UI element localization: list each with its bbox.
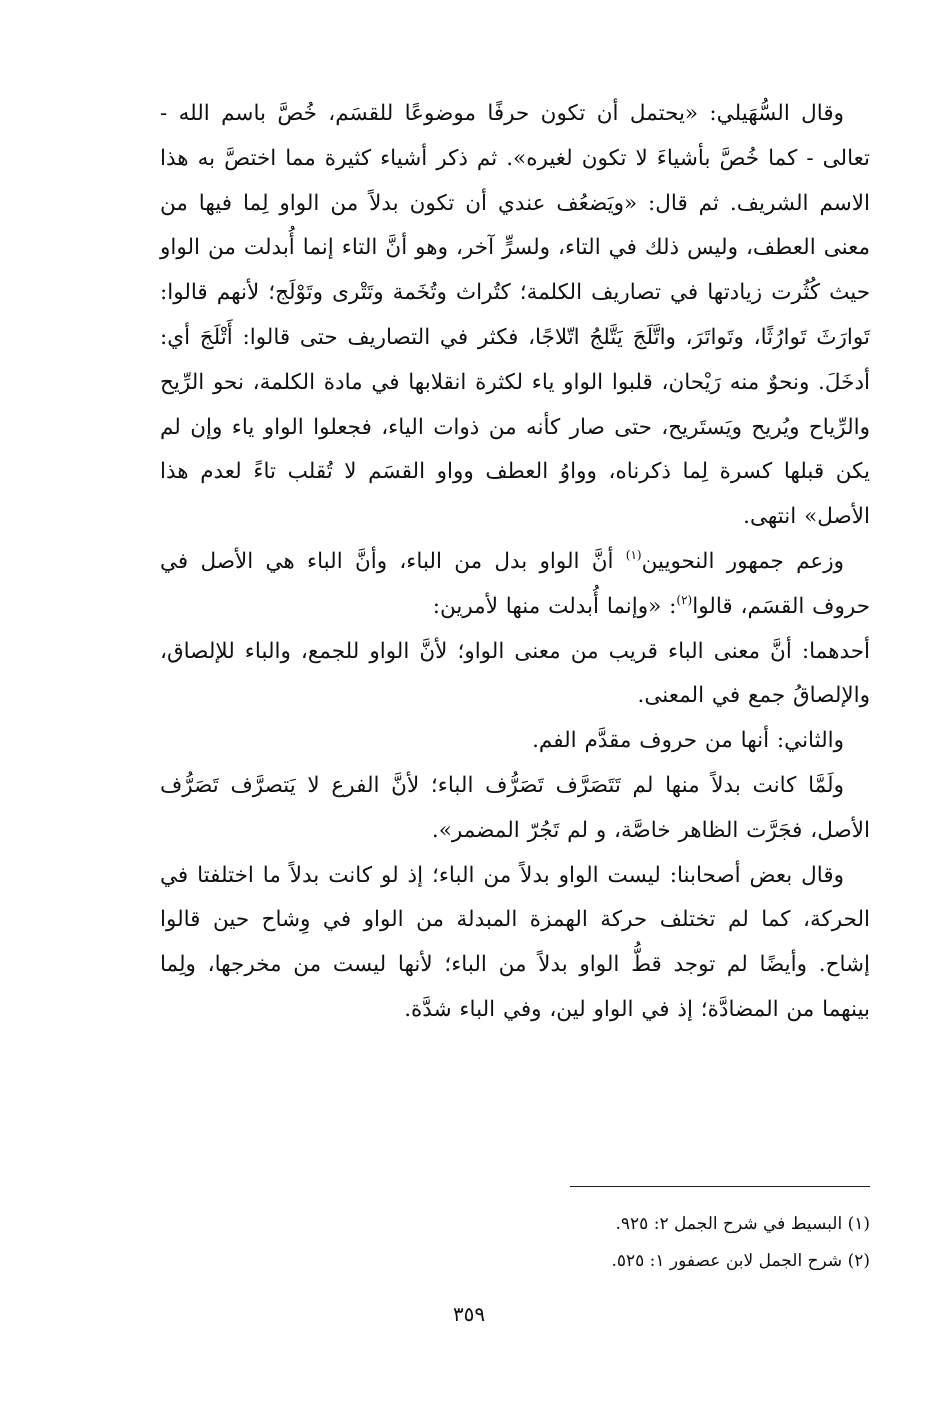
paragraph-majority-grammarians <box>160 540 870 630</box>
paragraph-counter-opinion: وقال بعض أصحابنا: ليست الواو بدلاً من الباء؛ إذ لو كانت بدلاً ما اختلفتا في الحركة، كما لم تختلف حركة الهمزة المبدلة من الواو في وِشاح حين قالوا إشاح. وأيضًا لم توجد قطُّ الواو بدلاً من الباء؛ لأنها ليست من مخرجها، ولِما بينهما من المضادَّة؛ إذ في الواو لين، وفي الباء شدَّة. <box>160 862 870 1022</box>
footnotes <box>470 1206 870 1280</box>
page-number: ٣٥٩ <box>452 1302 486 1326</box>
footnote-number: (٢) <box>847 1251 870 1271</box>
paragraph-substitute-behavior: ولَمَّا كانت بدلاً منها لم تَتَصَرَّف تَصَرُّف الباء؛ لأنَّ الفرع لا يَتصرَّف تَصَرُّف الأصل، فجَرَّت الظاهر خاصَّة، و لم تَجُرّ المضمر». <box>160 772 870 843</box>
paragraph-text-part: وزعم جمهور النحويين <box>641 548 844 574</box>
paragraph-suhayli-quote: وقال السُّهَيلي: «يحتمل أن تكون حرفًا موضوعًا للقسَم، خُصَّ باسم الله - تعالى - كما خُصَّ بأشياءَ لا تكون لغيره». ثم ذكر أشياء كثيرة مما اختصَّ به هذا الاسم الشريف. ثم قال: «ويَضعُف عندي أن تكون بدلاً من الواو لِما فيها من معنى العطف، وليس ذلك في التاء، ولسرٍّ آخر، وهو أنَّ التاء إنما أُبدلت من الواو حيث كُثُرت زيادتها في تصاريف الكلمة؛ كتُراث وتُخَمة وتَتْرى وتَوْلَج؛ لأنهم قالوا: تَوارَثَ تَوارُثًا، وتَواتَرَ، واتَّلَجَ يَتَّلجُ اتّلاجًا، فكثر في التصاريف حتى قالوا: أَتْلَجَ أي: أدخَلَ. ونحوٌ منه رَيْحان، قلبوا الواو ياء لكثرة انقلابها في مادة الكلمة، نحو الرِّيح والرِّياح ويُريح ويَستَريح، حتى صار كأنه من ذوات الياء، فجعلوا الواو ياء وإن لم يكن قبلها كسرة لِما ذكرناه، وواوُ العطف وواو القسَم لا تُقلب تاءً لعدم هذا الأصل» انتهى. <box>160 101 870 530</box>
footnote-number: (١) <box>847 1214 870 1234</box>
footnote-2 <box>470 1243 870 1280</box>
paragraph-first-reason: أحدهما: أنَّ معنى الباء قريب من معنى الواو؛ لأنَّ الواو للجمع، والباء للإلصاق، والإلصاقُ جمع في المعنى. <box>160 638 870 709</box>
paragraph-text-part: أنَّ الواو بدل من الباء، وأنَّ الباء هي الأصل في حروف القسَم، قالوا <box>160 548 870 619</box>
footnote-text: شرح الجمل لابن عصفور ١: ٥٢٥. <box>611 1251 843 1271</box>
footnote-text: البسيط في شرح الجمل ٢: ٩٢٥. <box>615 1214 843 1234</box>
main-text <box>160 92 870 1033</box>
footnote-ref-2[interactable]: (٢) <box>676 592 693 607</box>
paragraph-text-part: : «وإنما أُبدلت منها لأمرين: <box>432 593 677 619</box>
footnote-ref-1[interactable]: (١) <box>625 547 642 562</box>
footnote-separator <box>570 1186 870 1187</box>
footnote-1 <box>470 1206 870 1243</box>
paragraph-second-reason: والثاني: أنها من حروف مقدَّم الفم. <box>532 728 844 754</box>
